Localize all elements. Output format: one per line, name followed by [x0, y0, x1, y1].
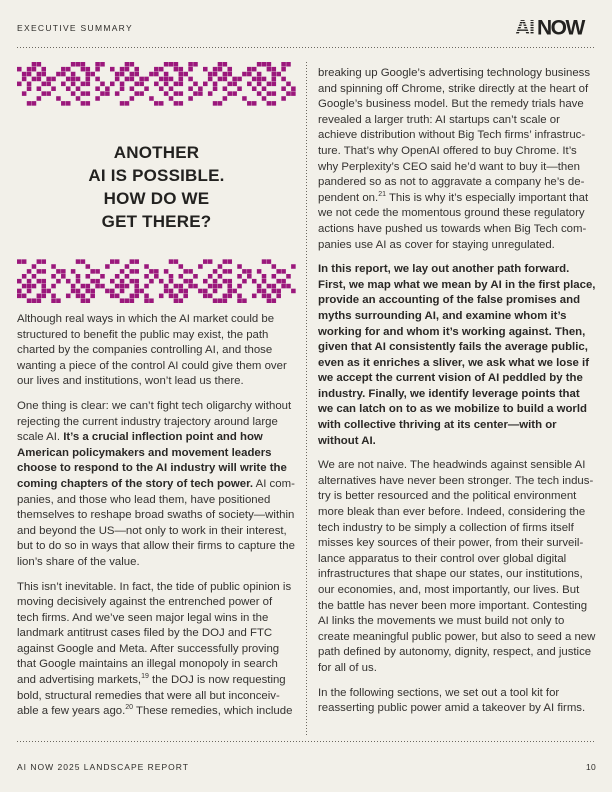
- title-line: HOW DO WE: [103, 189, 210, 208]
- body-text: In the following sections, we set out a tool kit for reasserting public power amid a takeover by AI firms.: [318, 686, 586, 715]
- section-label: EXECUTIVE SUMMARY: [17, 23, 133, 33]
- paragraph: [318, 262, 596, 449]
- footnote-marker: 21: [378, 190, 386, 198]
- right-column-text: [318, 62, 596, 717]
- logo-now-text: NOW: [537, 17, 584, 39]
- ai-now-logo: [515, 17, 595, 39]
- footnote-marker: 19: [141, 673, 149, 681]
- logo-ai-striped-text: AI: [515, 17, 534, 39]
- right-column: [318, 62, 596, 717]
- paragraph: [318, 458, 596, 676]
- left-column: [17, 62, 296, 720]
- paragraph: [17, 312, 296, 390]
- footer-report-title: AI NOW 2025 LANDSCAPE REPORT: [17, 762, 189, 772]
- left-column-text: [17, 312, 296, 720]
- body-text: This is why it’s especially important that we not cede the momentous ground these regulatory actions have pushed us towards when Big Tech companies use AI as cover for staying unregulated.: [318, 191, 589, 251]
- body-text: Although real ways in which the AI market could be structured to benefit the public may exist, the path charted by the companies controlling AI, and those wanting a piece of the control AI could give them over our lives and institutions, won’t lead us there.: [17, 313, 287, 388]
- body-text: One thing is clear: we can’t fight tech oligarchy without rejecting the current industry trajectory around large scale AI.: [17, 399, 292, 444]
- body-text: These remedies, which include: [133, 705, 293, 718]
- page-header: [17, 16, 595, 40]
- paragraph: [17, 580, 296, 720]
- title-line: GET THERE?: [101, 212, 212, 231]
- title-line: AI IS POSSIBLE.: [88, 166, 225, 185]
- pixel-ornament-bottom: [17, 259, 296, 303]
- page-number: 10: [585, 762, 596, 772]
- paragraph: [318, 686, 596, 717]
- body-text: the DOJ is now requesting bold, structural remedies that were all but inconceivable a few years ago.: [17, 674, 286, 718]
- header-divider: [17, 47, 595, 48]
- column-divider: [306, 62, 307, 735]
- body-text: breaking up Google’s advertising technology business and spinning off Chrome, strike directly at the heart of Google’s business model. But the remedy trials have revealed a larger truth: AI startups can’t scale or achieve distribution without Big Tech firms’ infrastructure. That’s why OpenAI offered to buy Chrome. It’s why Perplexity’s CEO said he’d want to buy it—then pandered so as not to aggravate a company he’s dependent on.: [318, 67, 591, 204]
- footnote-marker: 20: [125, 704, 134, 712]
- body-text: We are not naive. The headwinds against sensible AI alternatives have never been stronger. The tech industry is better resourced and the political environment more bleak than ever before. Indeed, considering the tech industry to be simply a collection of firms itself misses key sources of their power, from their surveillance apparatus to their control over global digital infrastructures that shape our states, our institutions, our economies, and, most importantly, our lives. But the battle has never been more important. Contesting AI links the movements we must build not only to create meaningful public power, but also to seed a new path defined by autonomy, dignity, respect, and justice for all of us.: [318, 459, 596, 674]
- paragraph: [17, 399, 296, 571]
- body-text: In this report, we lay out another path forward. First, we map what we mean by AI in the first place, provide an accounting of the false promises and myths surrounding AI, and examine whom it’s working for and whom it’s working against. Then, given that AI consistently fails the average public, even as it enriches a sliver, we ask what we lose if we accept the current vision of AI peddled by the industry. Finally, we identify leverage points that we can latch on to as we mobilize to build a world with collective thriving at its center—with or without AI.: [318, 263, 596, 447]
- footer-divider: [17, 741, 595, 742]
- body-text: This isn’t inevitable. In fact, the tide of public opinion is moving decisively against the entrenched power of tech firms. And we’ve seen major legal wins in the landmark antitrust cases filed by the DOJ and FTC against Google and Meta. After successfully proving that Google maintains an illegal monopoly in search and advertising markets,: [17, 580, 292, 687]
- title-line: ANOTHER: [113, 143, 200, 162]
- paragraph: [318, 66, 596, 253]
- bold-text: It’s a crucial inflection point and how American policymakers and movement leaders choose to respond to the AI industry will write the coming chapters of the story of tech power.: [17, 431, 287, 490]
- page-footer: [17, 762, 596, 772]
- pixel-ornament-top: [17, 62, 296, 106]
- page-title: [17, 141, 296, 233]
- body-text: AI companies, and those who lead them, have positioned themselves to reshape broad swaths of society—within and beyond the US—not only to work in their interest, but to do so in ways that allow their firms to capture the lion’s share of the value.: [17, 477, 295, 568]
